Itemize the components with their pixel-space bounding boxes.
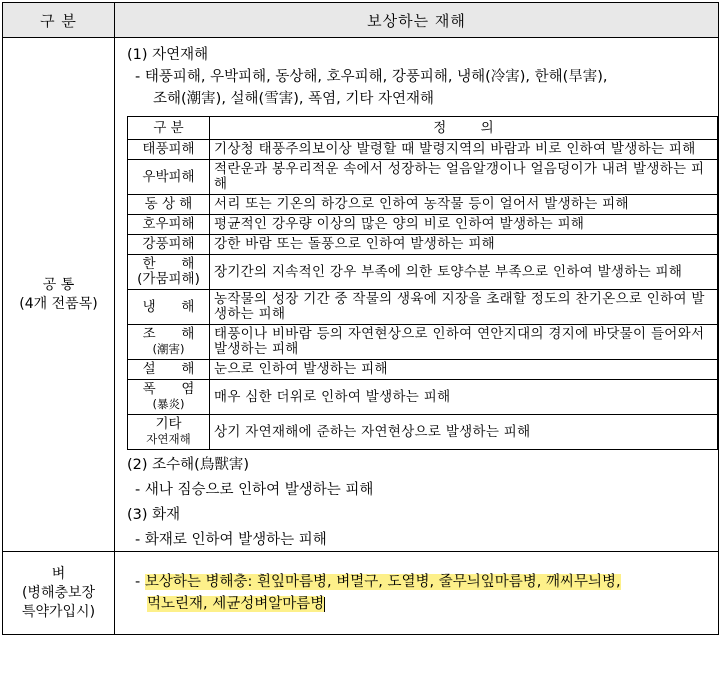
disaster-name (128, 415, 210, 450)
rice-line1 (115, 571, 718, 593)
disaster-name-label: 호우피해 (142, 216, 195, 232)
disaster-definition: 매우 심한 더위로 인하여 발생하는 피해 (210, 380, 718, 415)
disaster-name-label: 폭 염 (142, 381, 195, 397)
disaster-definition: 농작물의 성장 기간 중 작물의 생육에 지장을 초래할 정도의 찬기온으로 인하여 발생하는 피해 (210, 290, 718, 325)
disaster-name-label: 태풍피해 (142, 141, 195, 157)
section3-title: (3) 화재 (127, 507, 181, 523)
common-category-title: 공 통 (42, 276, 75, 293)
disaster-name-sub: (暴炎) (152, 397, 185, 411)
disaster-definition: 상기 자연재해에 준하는 자연현상으로 발생하는 피해 (210, 415, 718, 450)
inner-header-row (128, 117, 718, 140)
disaster-name (128, 290, 210, 325)
section1-desc-line1: - 태풍피해, 우박피해, 동상해, 호우피해, 강풍피해, 냉해(冷害), 한해(旱害), (135, 69, 608, 85)
section1-title: (1) 자연재해 (127, 47, 209, 63)
disaster-name (128, 160, 210, 195)
section2-desc: - 새나 짐승으로 인하여 발생하는 피해 (135, 482, 374, 498)
disaster-definition: 평균적인 강우량 이상의 많은 양의 비로 인하여 발생하는 피해 (210, 215, 718, 235)
coverage-table (2, 2, 719, 635)
common-content (115, 38, 719, 552)
disaster-row (128, 195, 718, 215)
rice-line2 (115, 593, 718, 615)
common-category (3, 38, 115, 552)
disaster-name-label: 설 해 (142, 361, 195, 377)
rice-category (3, 552, 115, 635)
section3-desc: - 화재로 인하여 발생하는 피해 (135, 532, 327, 548)
rice-pests-line2: 먹노린재, 세균성벼알마름병 (147, 596, 325, 612)
disaster-definition: 장기간의 지속적인 강우 부족에 의한 토양수분 부족으로 인하여 발생하는 피해 (210, 255, 718, 290)
disaster-name (128, 195, 210, 215)
disaster-definition: 기상청 태풍주의보이상 발령할 때 발령지역의 바람과 비로 인하여 발생하는 피해 (210, 140, 718, 160)
header-content: 보상하는 재해 (115, 3, 719, 38)
common-row (3, 38, 719, 552)
disaster-name (128, 325, 210, 360)
disaster-name-label: 우박피해 (142, 168, 195, 185)
disaster-row (128, 140, 718, 160)
disaster-name-label: 냉 해 (142, 298, 195, 315)
disaster-name-sub: (가뭄피해) (137, 271, 200, 287)
disaster-row (128, 255, 718, 290)
text-cursor (324, 597, 325, 612)
section1-desc-line2: 조해(潮害), 설해(雪害), 폭염, 기타 자연재해 (153, 91, 434, 107)
disaster-name-sub: (潮害) (152, 342, 185, 356)
disaster-definition: 눈으로 인하여 발생하는 피해 (210, 360, 718, 380)
disaster-definition: 서리 또는 기온의 하강으로 인하여 농작물 등이 얼어서 발생하는 피해 (210, 195, 718, 215)
disaster-definition: 태풍이나 비바람 등의 자연현상으로 인하여 연안지대의 경지에 바닷물이 들어와서 발생하는 피해 (210, 325, 718, 360)
disaster-name (128, 255, 210, 290)
inner-header-definition: 정 의 (210, 117, 718, 140)
disaster-row (128, 235, 718, 255)
disaster-row (128, 325, 718, 360)
disaster-name (128, 140, 210, 160)
rice-dash: - (135, 574, 145, 590)
disaster-name (128, 215, 210, 235)
disaster-definition: 강한 바람 또는 돌풍으로 인하여 발생하는 피해 (210, 235, 718, 255)
disaster-name-sub: 자연재해 (146, 432, 191, 446)
rice-category-note1: (병해충보장 (21, 584, 96, 601)
rice-content (115, 552, 719, 635)
rice-pests-line1: 보상하는 병해충: 흰잎마름병, 벼멸구, 도열병, 줄무늬잎마름병, 깨씨무늬병, (144, 574, 621, 590)
disaster-name (128, 235, 210, 255)
disaster-name (128, 360, 210, 380)
rice-category-title: 벼 (51, 565, 66, 582)
header-category: 구 분 (3, 3, 115, 38)
header-row (3, 3, 719, 38)
disaster-name (128, 380, 210, 415)
disaster-row (128, 360, 718, 380)
rice-row (3, 552, 719, 635)
disaster-name-label: 한 해 (142, 256, 195, 272)
disaster-row (128, 160, 718, 195)
rice-category-note2: 특약가입시) (21, 603, 96, 620)
common-category-note: (4개 전품목) (19, 295, 98, 312)
natural-disaster-table (127, 116, 718, 450)
disaster-row (128, 215, 718, 235)
section2-title: (2) 조수해(鳥獸害) (127, 457, 249, 473)
disaster-row (128, 380, 718, 415)
disaster-definition: 적란운과 봉우리적운 속에서 성장하는 얼음알갱이나 얼음덩이가 내려 발생하는 피해 (210, 160, 718, 195)
disaster-row (128, 415, 718, 450)
disaster-name-label: 기타 (155, 416, 182, 432)
disaster-name-label: 동 상 해 (144, 196, 193, 212)
disaster-name-label: 강풍피해 (142, 236, 195, 252)
disaster-row (128, 290, 718, 325)
inner-header-category: 구 분 (128, 117, 210, 140)
disaster-name-label: 조 해 (142, 326, 195, 342)
